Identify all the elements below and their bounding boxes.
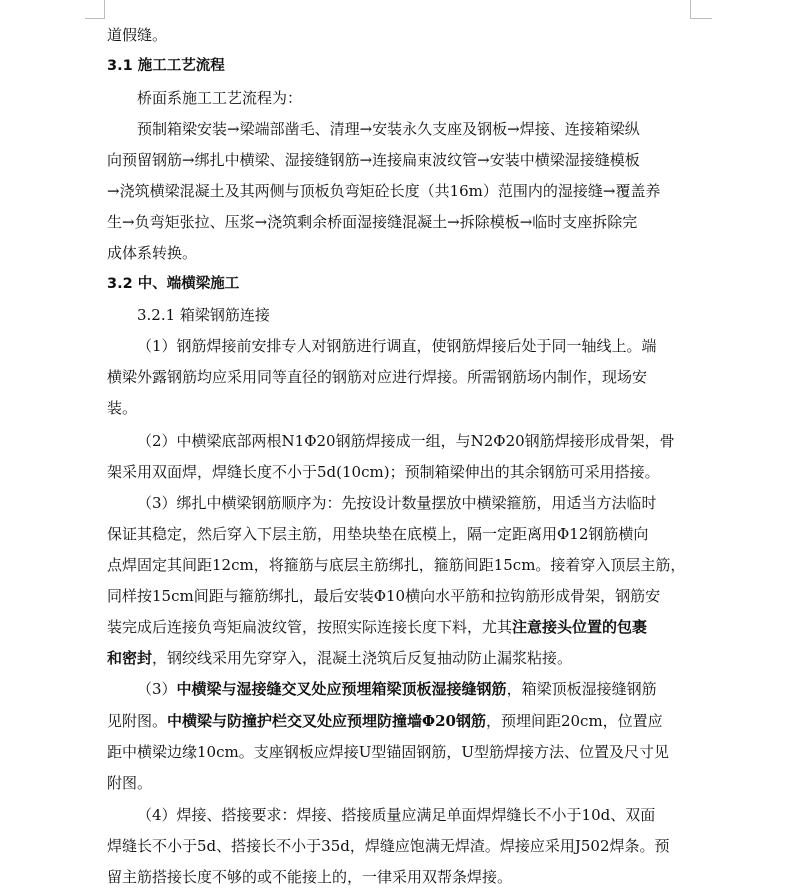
emphasis-text: 中横梁与防撞护栏交叉处应预埋防撞墙Φ20钢筋 — [167, 712, 486, 730]
text-line: （2）中横梁底部两根N1Φ20钢筋焊接成一组，与N2Φ20钢筋焊接形成骨架，骨 — [137, 432, 675, 450]
text-line: （4）焊接、搭接要求：焊接、搭接质量应满足单面焊焊缝长不小于10d、双面 — [137, 806, 656, 824]
text-line: 距中横梁边缘10cm。支座钢板应焊接U型锚固钢筋，U型筋焊接方法、位置及尺寸见 — [107, 743, 669, 761]
text-run: ，钢绞线采用先穿穿入，混凝土浇筑后反复抽动防止漏浆粘接。 — [152, 649, 573, 667]
text-line: 焊缝长不小于5d、搭接长不小于35d，焊缝应饱满无焊渣。焊接应采用J502焊条。预 — [107, 837, 670, 855]
text-run: ，预埋间距20cm，位置应 — [485, 712, 663, 730]
text-line: 附图。 — [107, 774, 153, 792]
text-line: 装。 — [107, 399, 138, 417]
text-line: 保证其稳定，然后穿入下层主筋，用垫块垫在底模上，隔一定距离用Φ12钢筋横向 — [107, 525, 649, 543]
emphasis-text: 和密封 — [107, 649, 153, 667]
text-line: （3）绑扎中横梁钢筋顺序为：先按设计数量摆放中横梁箍筋，用适当方法临时 — [137, 494, 657, 512]
text-run: ，箱梁顶板湿接缝钢筋 — [506, 680, 657, 698]
section-heading-3-1: 3.1 施工工艺流程 — [107, 58, 225, 74]
emphasis-text: 注意接头位置的包裹 — [512, 618, 648, 636]
text-line: 留主筋搭接长度不够的或不能接上的，一律采用双帮条焊接。 — [107, 868, 513, 886]
text-run: 见附图。 — [107, 712, 168, 730]
text-line: 生→负弯矩张拉、压浆→浇筑剩余桥面湿接缝混凝土→拆除模板→临时支座拆除完 — [107, 213, 638, 231]
subsection-heading-3-2-1: 3.2.1 箱梁钢筋连接 — [137, 306, 270, 324]
text-line: 桥面系施工工艺流程为： — [137, 89, 303, 107]
emphasis-text: 中横梁与湿接缝交叉处应预埋箱梁顶板湿接缝钢筋 — [176, 680, 507, 698]
text-line: 同样按15cm间距与箍筋绑扎，最后安装Φ10横向水平筋和拉钩筋形成骨架，钢筋安 — [107, 587, 661, 605]
text-line: 横梁外露钢筋均应采用同等直径的钢筋对应进行焊接。所需钢筋场内制作，现场安 — [107, 368, 648, 386]
text-run: 装完成后连接负弯矩扁波纹管，按照实际连接长度下料，尤其 — [107, 618, 513, 636]
text-line — [137, 674, 657, 705]
text-line — [107, 706, 663, 737]
crop-mark-right-vertical — [690, 0, 691, 19]
text-line: 成体系转换。 — [107, 244, 198, 262]
text-line: 道假缝。 — [107, 26, 168, 44]
text-line — [107, 643, 572, 674]
text-line: 点焊固定其间距12cm，将箍筋与底层主筋绑扎，箍筋间距15cm。接着穿入顶层主筋， — [107, 556, 686, 574]
text-run: （3） — [137, 680, 177, 698]
text-line: 架采用双面焊，焊缝长度不小于5d(10cm)；预制箱梁伸出的其余钢筋可采用搭接。 — [107, 463, 660, 481]
text-line: （1）钢筋焊接前安排专人对钢筋进行调直，使钢筋焊接后处于同一轴线上。端 — [137, 337, 657, 355]
text-line: →浇筑横梁混凝土及其两侧与顶板负弯矩砼长度（共16m）范围内的湿接缝→覆盖养 — [107, 182, 661, 200]
section-heading-3-2: 3.2 中、端横梁施工 — [107, 276, 240, 292]
text-line: 预制箱梁安装→梁端部凿毛、清理→安装永久支座及钢板→焊接、连接箱梁纵 — [137, 120, 640, 138]
text-line: 向预留钢筋→绑扎中横梁、湿接缝钢筋→连接扁束波纹管→安装中横梁湿接缝模板 — [107, 151, 640, 169]
crop-mark-left-horizontal — [85, 18, 105, 19]
crop-mark-right-horizontal — [690, 18, 712, 19]
text-line — [107, 612, 647, 643]
crop-mark-left-vertical — [104, 0, 105, 19]
